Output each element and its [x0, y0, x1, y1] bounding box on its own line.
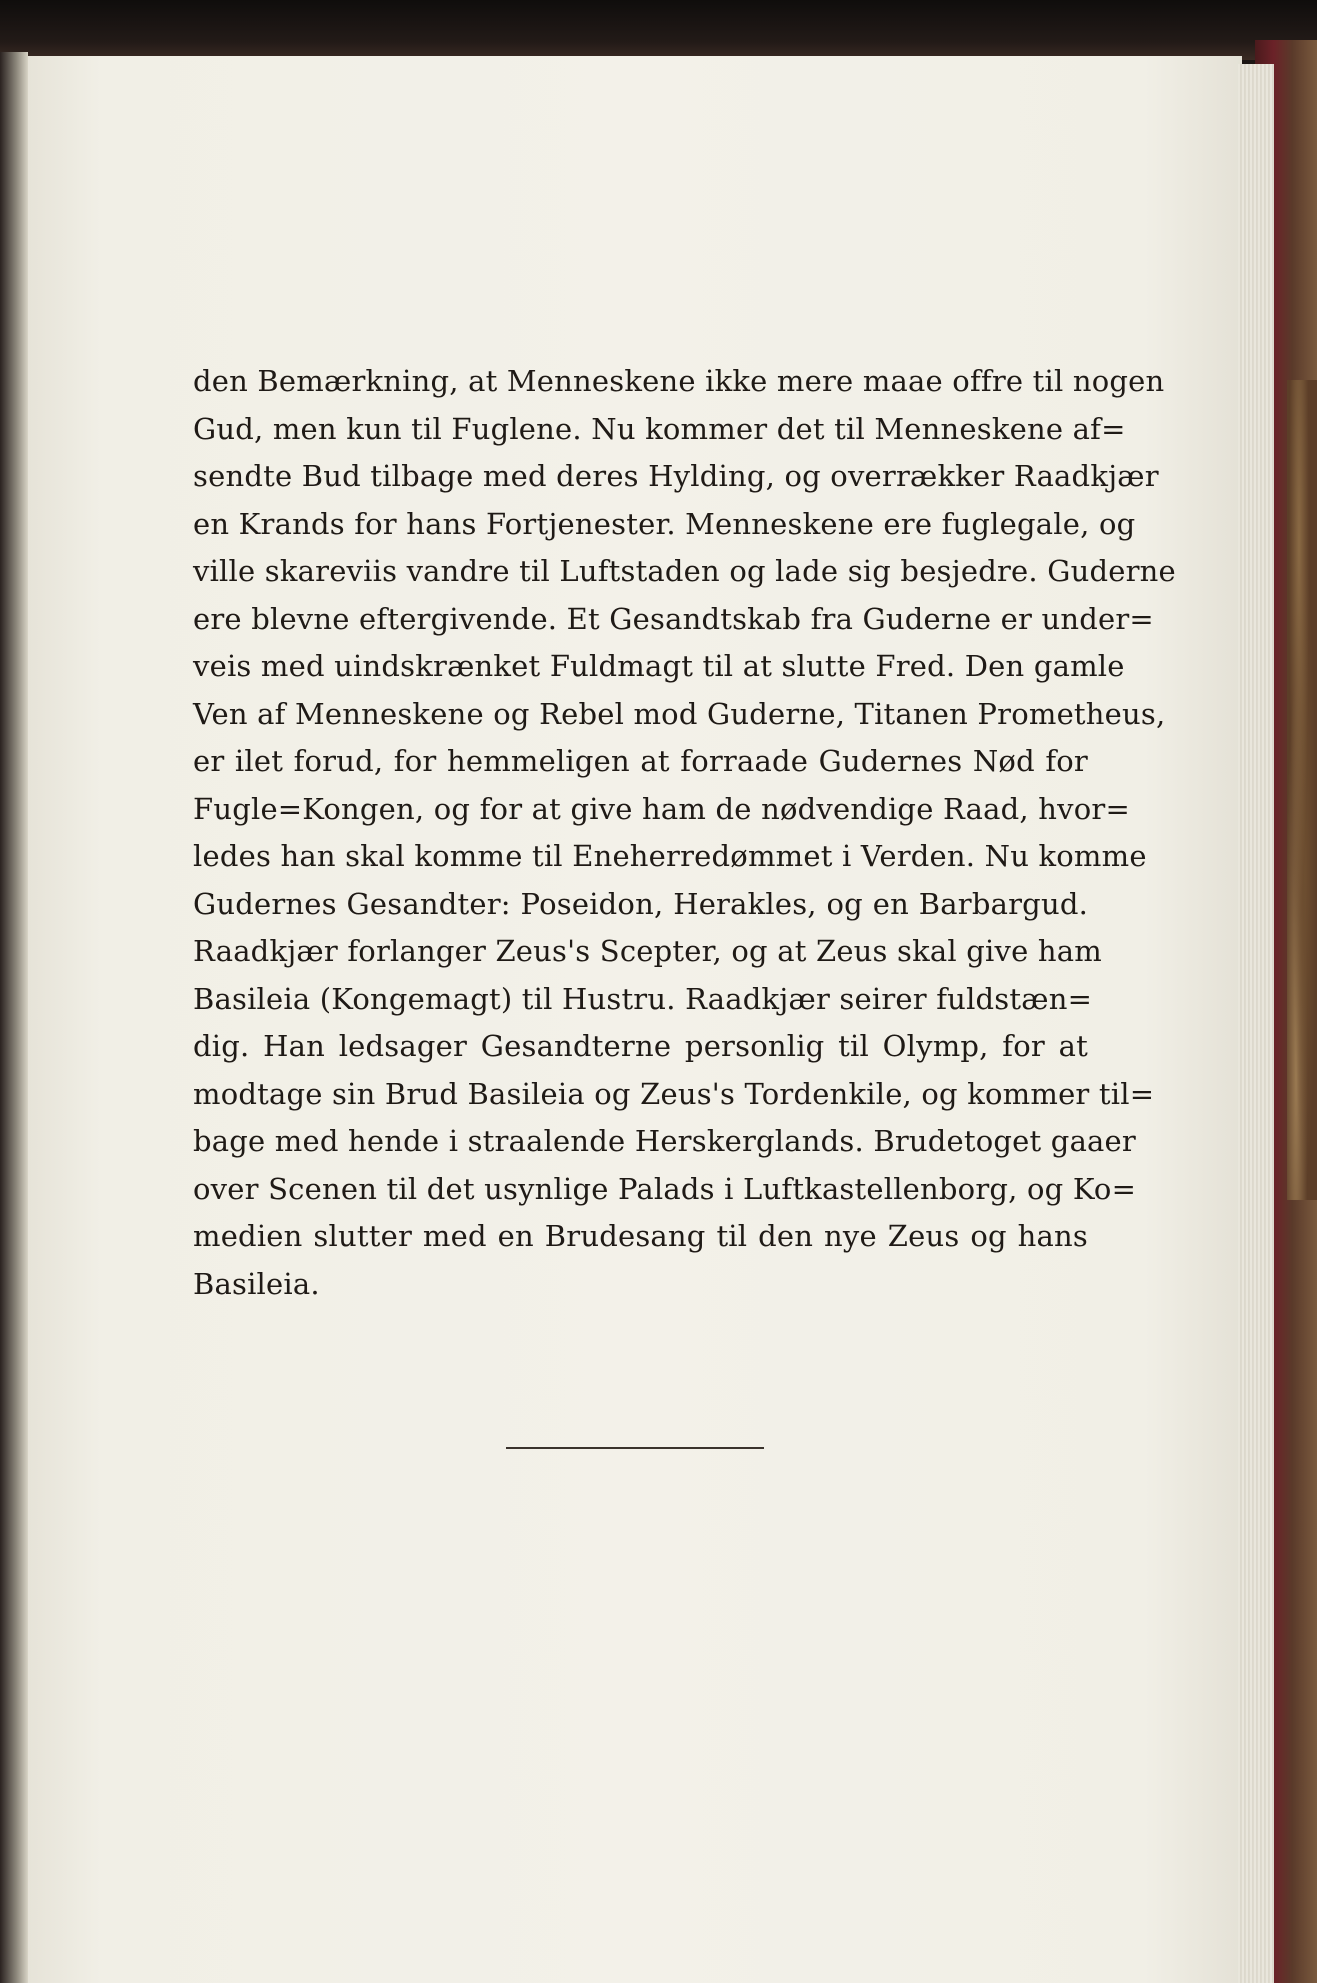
text-line-final: Basileia.: [193, 1266, 320, 1301]
page-edges: [1238, 64, 1274, 1983]
text-line: er ilet forud, for hemmeligen at forraade Gudernes Nød for: [193, 744, 1088, 778]
end-rule: [506, 1447, 764, 1449]
text-line: en Krands for hans Fortjenester. Menneskene ere fuglegale, og: [193, 506, 1136, 541]
marbled-cover-paper: [1287, 380, 1317, 1200]
text-line: sendte Bud tilbage med deres Hylding, og overrækker Raadkjær: [193, 459, 1159, 493]
text-line: medien slutter med en Brudesang til den nye Zeus og hans: [193, 1219, 1088, 1253]
text-line: modtage sin Brud Basileia og Zeus's Tordenkile, og kommer til=: [193, 1076, 1155, 1111]
text-line: ville skareviis vandre til Luftstaden og lade sig besjedre. Guderne: [193, 554, 1176, 588]
text-line: veis med uindskrænket Fuldmagt til at slutte Fred. Den gamle: [193, 649, 1125, 683]
text-line: Basileia (Kongemagt) til Hustru. Raadkjær seirer fuldstæn=: [193, 981, 1093, 1016]
text-line: Ven af Menneskene og Rebel mod Guderne, Titanen Prometheus,: [193, 696, 1166, 731]
text-line: dig. Han ledsager Gesandterne personlig til Olymp, for at: [193, 1029, 1088, 1063]
text-line: ledes han skal komme til Eneherredømmet i Verden. Nu komme: [193, 839, 1147, 873]
text-line: bage med hende i straalende Herskerglands. Brudetoget gaaer: [193, 1124, 1136, 1158]
book-gutter: [0, 52, 28, 1983]
scan-top-edge: [0, 0, 1317, 60]
text-line: den Bemærkning, at Menneskene ikke mere maae offre til nogen: [193, 364, 1165, 398]
text-line: Raadkjær forlanger Zeus's Scepter, og at Zeus skal give ham: [193, 934, 1102, 968]
paragraph-text: [193, 358, 1176, 1308]
text-line: ere blevne eftergivende. Et Gesandtskab fra Guderne er under=: [193, 601, 1154, 636]
book-page: [28, 56, 1242, 1983]
text-line: Gud, men kun til Fuglene. Nu kommer det til Menneskene af=: [193, 411, 1126, 446]
text-line: over Scenen til det usynlige Palads i Luftkastellenborg, og Ko=: [193, 1171, 1137, 1206]
text-line: Gudernes Gesandter: Poseidon, Herakles, og en Barbargud.: [193, 886, 1088, 921]
text-line: Fugle=Kongen, og for at give ham de nødvendige Raad, hvor=: [193, 791, 1130, 826]
